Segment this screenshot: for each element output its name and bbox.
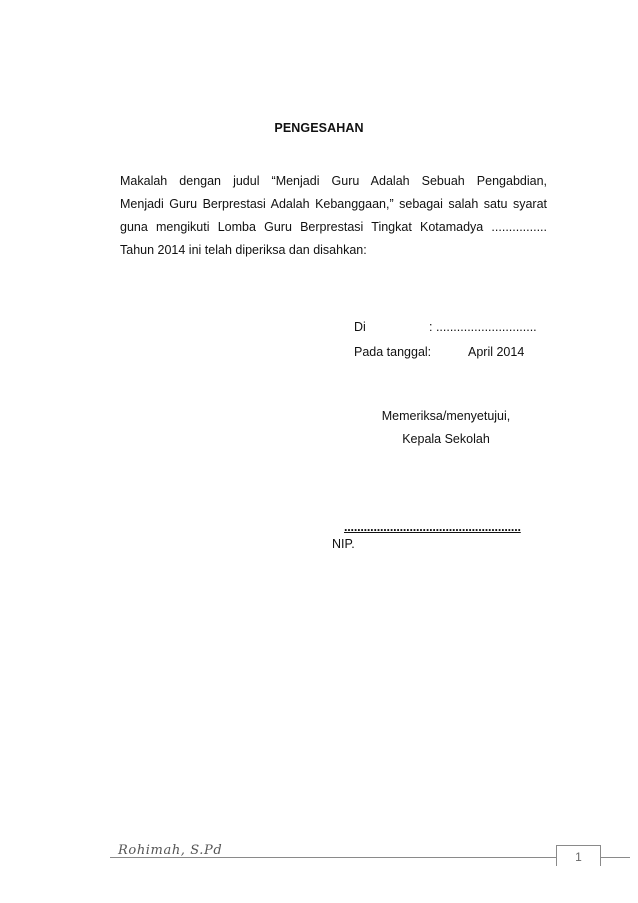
approval-caption: Memeriksa/menyetujui, (381, 409, 511, 423)
date-value: April 2014 (468, 345, 525, 359)
nip-label: NIP. (332, 537, 355, 551)
date-label: Pada tanggal: (354, 345, 432, 359)
page-title: PENGESAHAN (274, 121, 364, 135)
footer-author: Rohimah, S.Pd (118, 843, 223, 858)
approver-title: Kepala Sekolah (402, 432, 490, 446)
signature-name-placeholder: ...................................................... (344, 520, 521, 534)
paragraph-line: guna mengikuti Lomba Guru Berprestasi Tingkat Kotamadya ................ (120, 220, 547, 234)
paragraph-line: Makalah dengan judul “Menjadi Guru Adalah Sebuah Pengabdian, (120, 174, 547, 188)
place-label: Di (354, 320, 366, 334)
page-number: 1 (575, 850, 582, 864)
paragraph-line: Menjadi Guru Berprestasi Adalah Kebanggaan,” sebagai salah satu syarat (120, 197, 547, 211)
approval-statement-paragraph (120, 170, 547, 262)
place-value: : ............................. (429, 320, 537, 334)
paragraph-line: Tahun 2014 ini telah diperiksa dan disahkan: (120, 243, 367, 257)
page-number-box (556, 845, 601, 866)
